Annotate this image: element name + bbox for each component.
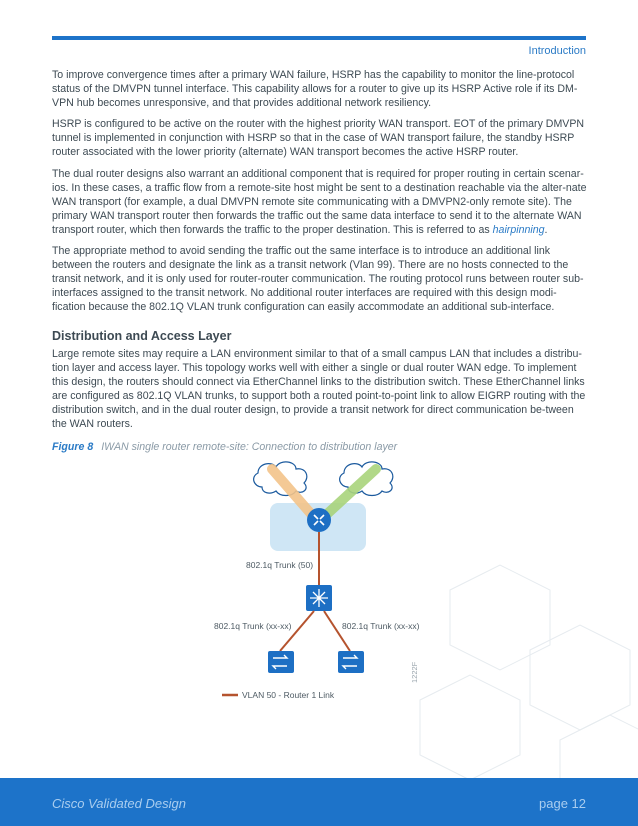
paragraph: [52, 167, 588, 237]
paragraph: Large remote sites may require a LAN environment similar to that of a small campus LAN that includes a distribu-tion layer and access layer. This topology works well with either a single or dual router WAN edge. To implement this design, the routers should connect via EtherChannel links to the distribution switch. These EtherChannel links are configured as 802.1Q VLAN trunks, to support both a routed point-to-point link to allow EIGRP routing with the distribution switch, and in the dual router design, to provide a transit network for direct communication be-tween the WAN routers.: [52, 347, 586, 430]
hairpinning-link[interactable]: hairpinning: [492, 223, 545, 236]
header-rule: [52, 36, 586, 40]
figure-caption: [52, 441, 588, 453]
trunk-label-right: 802.1q Trunk (xx-xx): [342, 621, 420, 631]
paragraph: The appropriate method to avoid sending the traffic out the same interface is to introduce an additional link between the routers and designate the link as a transit network (Vlan 99). There are no hosts connected to the transit network, and it is only used for router-router communication. The routing protocol runs between router sub-interfaces assigned to the transit network. No additional router interfaces are required with this design modi-fication because the 802.1Q VLAN trunk configuration can easily accommodate an additional sub-interface.: [52, 245, 584, 314]
legend-label: VLAN 50 - Router 1 Link: [242, 690, 335, 700]
paragraph: To improve convergence times after a primary WAN failure, HSRP has the capability to monitor the line-protocol status of the DMVPN tunnel interface. This capability allows for a router to give up its HSRP Active role if its DM-VPN hub becomes unresponsive, and that provides additional network resiliency.: [52, 69, 578, 110]
trunk-link-right: [324, 611, 350, 651]
figure-id: 1222F: [410, 661, 419, 683]
paragraph-text: The dual router designs also warrant an additional component that is required for proper routing in certain scenar-ios. In these cases, a traffic flow from a remote-site host might be sent to a destination reachable via the alter-nate WAN transport (for example, a dual DMVPN remote site communicating with a DMVPN2-only remote site). The primary WAN transport router then forwards the traffic out the same data interface to send it to the alternate WAN transport router, which then forwards the traffic to the proper destination. This is referred to as: [52, 167, 587, 236]
trunk-label-top: 802.1q Trunk (50): [246, 560, 314, 570]
section-heading: Distribution and Access Layer: [52, 328, 232, 343]
trunk-link-left: [280, 611, 314, 651]
section-label: Introduction: [528, 45, 586, 57]
trunk-label-left: 802.1q Trunk (xx-xx): [214, 621, 292, 631]
paragraph: HSRP is configured to be active on the router with the highest priority WAN transport. EOT of the primary DMVPN tunnel is implemented in conjunction with HSRP so that in the case of WAN transport failure, the standby HSRP router associated with the lower priority (alternate) WAN transport becomes the active HSRP router.: [52, 118, 585, 159]
paragraph-text: .: [544, 223, 548, 236]
router-icon: [307, 508, 331, 532]
figure-title: IWAN single router remote-site: Connection to distribution layer: [101, 441, 398, 454]
footer-brand: Cisco Validated Design: [52, 796, 186, 811]
figure-number: Figure 8: [52, 441, 94, 454]
page-number: page 12: [539, 796, 586, 811]
page-content: [52, 68, 588, 453]
network-diagram: [180, 455, 460, 745]
access-switch-icon: [268, 651, 294, 673]
diagram-drawing: [180, 455, 460, 745]
access-switch-icon: [338, 651, 364, 673]
